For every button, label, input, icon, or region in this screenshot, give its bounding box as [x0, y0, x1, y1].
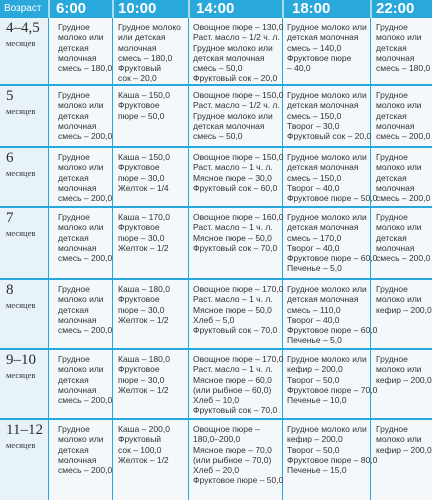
meal-cell-6: Грудное молоко или детская молочная смесь – 200,0 [58, 212, 113, 264]
meal-cell-18: Грудное молоко или кефир – 200,0 Творог – 50,0 Фруктовое пюре – 80,0 Печенье – 15,0 [287, 424, 378, 476]
time-header-14: 14:00 [196, 0, 235, 17]
meal-cell-6: Грудное молоко или детская молочная смесь – 180,0 [58, 22, 113, 74]
meal-cell-14: Овощное пюре – 170,0 Раст. масло – 1 ч. л. Мясное пюре – 50,0 Хлеб – 5,0 Фруктовый сок – 70,0 [193, 284, 284, 336]
age-column-header: Возраст [4, 3, 42, 14]
meal-cell-14: Овощное пюре – 150,0 Раст. масло – 1 ч. л. Мясное пюре – 30,0 Фруктовый сок – 60,0 [193, 152, 284, 193]
time-header-6: 6:00 [56, 0, 87, 17]
meal-cell-18: Грудное молоко или детская молочная смесь – 170,0 Творог – 40,0 Фруктовое пюре – 60,0 Печенье – 5,0 [287, 212, 378, 274]
meal-cell-22: Грудное молоко или кефир – 200,0 [376, 354, 432, 385]
meal-cell-14: Овощное пюре – 130,0 Раст. масло – 1/2 ч. л. Грудное молоко или детская молочная смесь – 50,0 Фруктовый сок – 20,0 [193, 22, 284, 84]
table-row [0, 86, 432, 146]
meal-cell-10: Каша – 150,0 Фруктовое пюре – 50,0 [118, 90, 170, 121]
meal-cell-22: Грудное молоко или детская молочная смесь – 180,0 [376, 22, 431, 74]
age-unit: месяцев [6, 370, 36, 380]
age-cell [6, 352, 36, 380]
meal-cell-10: Грудное молоко или детская молочная смесь – 180,0 Фруктовый сок – 20,0 [118, 22, 181, 84]
table-row [0, 18, 432, 84]
table-row [0, 208, 432, 278]
age-cell [6, 88, 35, 116]
meal-cell-18: Грудное молоко или кефир – 200,0 Творог – 50,0 Фруктовое пюре – 70,0 Печенье – 10,0 [287, 354, 378, 406]
meal-cell-6: Грудное молоко или детская молочная смесь – 200,0 [58, 284, 113, 336]
age-value: 9–10 [6, 352, 36, 368]
meal-cell-10: Каша – 180,0 Фруктовое пюре – 30,0 Желток – 1/2 [118, 284, 170, 325]
age-cell [6, 20, 40, 48]
meal-cell-22: Грудное молоко или детская молочная смесь – 200,0 [376, 90, 431, 142]
age-value: 4–4,5 [6, 20, 40, 36]
meal-cell-14: Овощное пюре – 180,0–200,0 Мясное пюре – 70,0 (или рыбное – 70,0) Хлеб – 20,0 Фруктовое пюре – 50,0 [193, 424, 284, 486]
meal-cell-14: Овощное пюре – 160,0 Раст. масло – 1 ч. л. Мясное пюре – 50,0 Фруктовый сок – 70,0 [193, 212, 284, 253]
age-value: 11–12 [6, 422, 43, 438]
meal-cell-22: Грудное молоко или детская молочная смесь – 200,0 [376, 152, 431, 204]
meal-cell-14: Овощное пюре – 170,0 Раст. масло – 1 ч. л. Мясное пюре – 60,0 (или рыбное – 60,0) Хлеб – 10,0 Фруктовый сок – 70,0 [193, 354, 284, 416]
meal-cell-10: Каша – 170,0 Фруктовое пюре – 30,0 Желток – 1/2 [118, 212, 170, 253]
age-unit: месяцев [6, 440, 36, 450]
meal-cell-18: Грудное молоко или детская молочная смесь – 140,0 Фруктовое пюре – 40,0 [287, 22, 367, 74]
meal-cell-10: Каша – 150,0 Фруктовое пюре – 30,0 Желток – 1/4 [118, 152, 170, 193]
meal-cell-22: Грудное молоко или кефир – 200,0 [376, 284, 432, 315]
meal-cell-6: Грудное молоко или детская молочная смесь – 200,0 [58, 90, 113, 142]
age-value: 5 [6, 88, 14, 104]
time-header-10: 10:00 [118, 0, 157, 17]
meal-cell-22: Грудное молоко или кефир – 200,0 [376, 424, 432, 455]
time-header-22: 22:00 [376, 0, 415, 17]
meal-cell-6: Грудное молоко или детская молочная смесь – 200,0 [58, 424, 113, 476]
meal-cell-6: Грудное молоко или детская молочная смесь – 200,0 [58, 152, 113, 204]
age-cell [6, 422, 43, 450]
meal-cell-18: Грудное молоко или детская молочная смесь – 150,0 Творог – 30,0 Фруктовый сок – 20,0 [287, 90, 372, 142]
age-cell [6, 282, 35, 310]
age-unit: месяцев [6, 38, 36, 48]
meal-cell-18: Грудное молоко или детская молочная смесь – 110,0 Творог – 40,0 Фруктовое пюре – 60,0 Печенье – 5,0 [287, 284, 378, 346]
age-unit: месяцев [6, 300, 36, 310]
table-row [0, 420, 432, 500]
meal-cell-14: Овощное пюре – 150,0 Раст. масло – 1/2 ч. л. Грудное молоко или детская молочная смесь – 50,0 [193, 90, 284, 142]
age-unit: месяцев [6, 168, 36, 178]
meal-cell-10: Каша – 180,0 Фруктовое пюре – 30,0 Желток – 1/2 [118, 354, 170, 395]
age-unit: месяцев [6, 106, 36, 116]
meal-cell-6: Грудное молоко или детская молочная смесь – 200,0 [58, 354, 113, 406]
meal-cell-22: Грудное молоко или детская молочная смесь – 200,0 [376, 212, 431, 264]
table-row [0, 148, 432, 206]
header-band [0, 0, 432, 18]
age-unit: месяцев [6, 228, 36, 238]
meal-cell-10: Каша – 200,0 Фруктовый сок – 100,0 Желток – 1/2 [118, 424, 170, 465]
meal-cell-18: Грудное молоко или детская молочная смесь – 150,0 Творог – 40,0 Фруктовое пюре – 50,0 [287, 152, 378, 204]
age-value: 8 [6, 282, 14, 298]
age-cell [6, 150, 35, 178]
table-row [0, 350, 432, 418]
age-cell [6, 210, 35, 238]
time-header-18: 18:00 [292, 0, 331, 17]
age-value: 6 [6, 150, 14, 166]
age-value: 7 [6, 210, 14, 226]
table-row [0, 280, 432, 348]
